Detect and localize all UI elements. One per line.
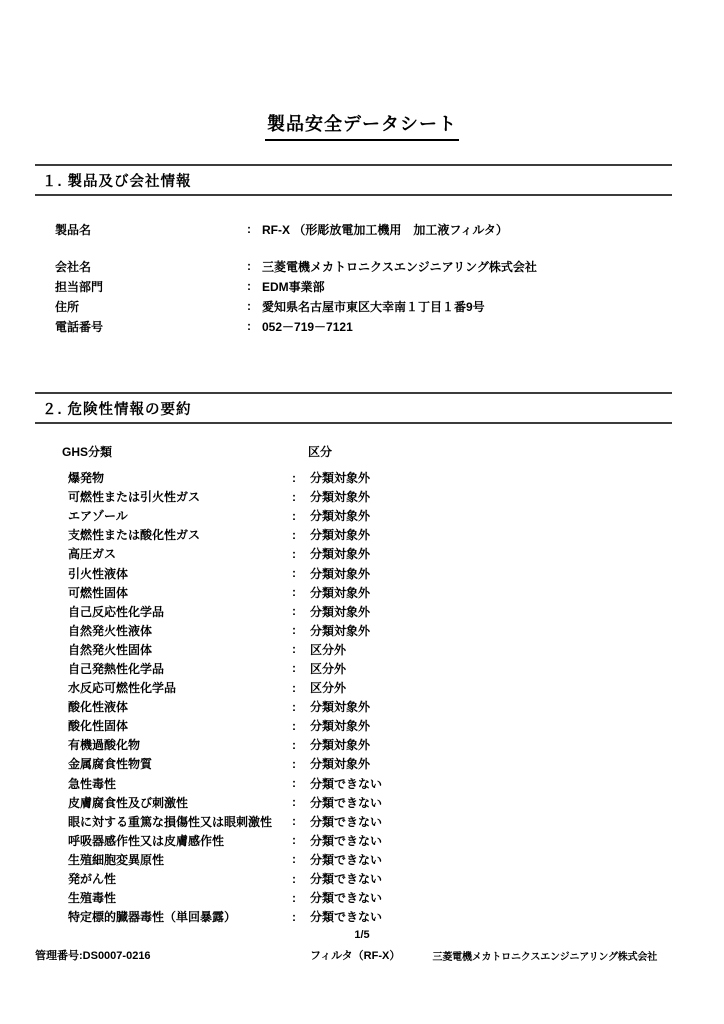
ghs-row-colon: : xyxy=(292,489,296,504)
ghs-table-row xyxy=(68,659,382,678)
ghs-row-label: 引火性液体 xyxy=(68,566,129,581)
ghs-row-label: 酸化性液体 xyxy=(68,700,129,715)
ghs-table-row xyxy=(68,506,382,525)
ghs-row-label: 水反応可燃性化学品 xyxy=(68,681,177,696)
ghs-row-colon: : xyxy=(292,756,296,771)
ghs-row-colon: : xyxy=(292,833,296,848)
ghs-row-label: 特定標的臓器毒性（単回暴露） xyxy=(68,910,237,925)
ghs-row-label: 生殖細胞変異原性 xyxy=(68,852,165,867)
ghs-row-colon: : xyxy=(292,604,296,619)
ghs-row-value: 分類対象外 xyxy=(310,528,371,543)
ghs-table-row xyxy=(68,640,382,659)
ghs-row-value: 分類対象外 xyxy=(310,490,371,505)
ghs-table-row xyxy=(68,850,382,869)
ghs-row-label: 自然発火性固体 xyxy=(68,642,153,657)
ghs-table-row xyxy=(68,831,382,850)
ghs-row-colon: : xyxy=(292,661,296,676)
ghs-classification-column-header: GHS分類 xyxy=(62,445,113,459)
section-1-heading-bar xyxy=(35,164,672,196)
info-row-colon: : xyxy=(247,299,251,313)
ghs-row-label: 爆発物 xyxy=(68,471,105,486)
footer-product-name: フィルタ（RF-X） xyxy=(310,950,401,962)
ghs-row-value: 分類できない xyxy=(310,776,383,791)
info-row-label: 会社名 xyxy=(55,259,92,274)
ghs-table-row xyxy=(68,621,382,640)
product-info-rows xyxy=(55,219,508,239)
ghs-table-row xyxy=(68,754,382,773)
info-row xyxy=(55,219,508,239)
ghs-row-value: 分類できない xyxy=(310,910,383,925)
ghs-row-value: 分類対象外 xyxy=(310,623,371,638)
ghs-row-value: 分類できない xyxy=(310,891,383,906)
ghs-table-row xyxy=(68,716,382,735)
ghs-row-value: 区分外 xyxy=(310,681,347,696)
footer-company-name: 三菱電機メカトロニクスエンジニアリング株式会社 xyxy=(432,952,657,963)
ghs-row-value: 区分外 xyxy=(310,642,347,657)
ghs-table-row xyxy=(68,583,382,602)
info-row-label: 電話番号 xyxy=(55,319,104,334)
ghs-row-value: 分類対象外 xyxy=(310,509,371,524)
ghs-row-label: 可燃性固体 xyxy=(68,585,129,600)
page-title: 製品安全データシート xyxy=(265,110,459,141)
ghs-row-value: 区分外 xyxy=(310,661,347,676)
ghs-row-colon: : xyxy=(292,680,296,695)
ghs-row-label: 自己発熱性化学品 xyxy=(68,661,165,676)
ghs-row-value: 分類対象外 xyxy=(310,700,371,715)
ghs-row-label: 自己反応性化学品 xyxy=(68,604,165,619)
ghs-row-value: 分類対象外 xyxy=(310,604,371,619)
ghs-row-colon: : xyxy=(292,871,296,886)
info-row-label: 製品名 xyxy=(55,222,92,237)
ghs-table-header xyxy=(62,442,332,461)
info-row xyxy=(55,276,537,296)
ghs-row-colon: : xyxy=(292,776,296,791)
ghs-row-value: 分類対象外 xyxy=(310,585,371,600)
ghs-table-row xyxy=(68,793,382,812)
info-row-value: 三菱電機メカトロニクスエンジニアリング株式会社 xyxy=(262,259,537,274)
ghs-table xyxy=(68,468,382,926)
ghs-row-value: 分類できない xyxy=(310,814,383,829)
ghs-row-colon: : xyxy=(292,814,296,829)
ghs-row-value: 分類対象外 xyxy=(310,547,371,562)
ghs-row-label: 自然発火性液体 xyxy=(68,623,153,638)
ghs-category-column-header: 区分 xyxy=(308,445,333,459)
info-row-value: EDM事業部 xyxy=(262,279,325,294)
ghs-table-row xyxy=(68,869,382,888)
ghs-row-label: エアゾール xyxy=(68,509,128,524)
ghs-table-row xyxy=(68,697,382,716)
ghs-row-value: 分類できない xyxy=(310,852,383,867)
info-row-value: 愛知県名古屋市東区大幸南１丁目１番9号 xyxy=(262,299,485,314)
ghs-row-colon: : xyxy=(292,508,296,523)
info-row-label: 担当部門 xyxy=(55,279,104,294)
company-info-rows xyxy=(55,256,537,336)
ghs-row-value: 分類対象外 xyxy=(310,471,371,486)
ghs-row-label: 発がん性 xyxy=(68,872,117,887)
info-row xyxy=(55,316,537,336)
ghs-row-colon: : xyxy=(292,470,296,485)
ghs-row-label: 支燃性または酸化性ガス xyxy=(68,528,201,543)
ghs-table-row xyxy=(68,602,382,621)
ghs-row-colon: : xyxy=(292,566,296,581)
ghs-row-value: 分類できない xyxy=(310,833,383,848)
ghs-table-row xyxy=(68,544,382,563)
ghs-row-label: 高圧ガス xyxy=(68,547,117,562)
info-row-colon: : xyxy=(247,279,251,293)
info-row-label: 住所 xyxy=(55,299,80,314)
ghs-row-colon: : xyxy=(292,585,296,600)
ghs-table-row xyxy=(68,812,382,831)
info-row-value: 052－719－7121 xyxy=(262,319,353,334)
ghs-row-label: 有機過酸化物 xyxy=(68,738,141,753)
section-2-heading-bar xyxy=(35,392,672,424)
ghs-row-value: 分類できない xyxy=(310,795,383,810)
info-row-colon: : xyxy=(247,319,251,333)
ghs-row-label: 呼吸器感作性又は皮膚感作性 xyxy=(68,833,225,848)
ghs-row-label: 生殖毒性 xyxy=(68,891,117,906)
ghs-row-label: 金属腐食性物質 xyxy=(68,757,153,772)
title-container xyxy=(0,110,724,141)
ghs-row-label: 可燃性または引火性ガス xyxy=(68,490,201,505)
info-row-colon: : xyxy=(247,259,251,273)
ghs-row-colon: : xyxy=(292,795,296,810)
ghs-table-row xyxy=(68,774,382,793)
ghs-row-label: 皮膚腐食性及び刺激性 xyxy=(68,795,189,810)
info-row xyxy=(55,256,537,276)
ghs-row-colon: : xyxy=(292,642,296,657)
ghs-row-colon: : xyxy=(292,527,296,542)
ghs-row-colon: : xyxy=(292,718,296,733)
ghs-table-row xyxy=(68,525,382,544)
ghs-table-row xyxy=(68,563,382,582)
info-row-value: RF-X （形彫放電加工機用 加工液フィルタ） xyxy=(262,222,508,237)
page-footer xyxy=(0,946,724,962)
ghs-row-label: 眼に対する重篤な損傷性又は眼刺激性 xyxy=(68,814,273,829)
ghs-row-colon: : xyxy=(292,852,296,867)
ghs-row-value: 分類対象外 xyxy=(310,719,371,734)
ghs-table-row xyxy=(68,735,382,754)
ghs-row-colon: : xyxy=(292,546,296,561)
ghs-row-colon: : xyxy=(292,909,296,924)
ghs-table-row xyxy=(68,487,382,506)
ghs-row-value: 分類できない xyxy=(310,872,383,887)
ghs-row-value: 分類対象外 xyxy=(310,738,371,753)
ghs-row-value: 分類対象外 xyxy=(310,757,371,772)
ghs-row-colon: : xyxy=(292,890,296,905)
page-number: 1/5 xyxy=(354,929,370,941)
info-row-colon: : xyxy=(247,222,251,236)
ghs-table-row xyxy=(68,678,382,697)
ghs-row-value: 分類対象外 xyxy=(310,566,371,581)
ghs-table-row xyxy=(68,907,382,926)
ghs-row-label: 酸化性固体 xyxy=(68,719,129,734)
ghs-table-row xyxy=(68,468,382,487)
ghs-row-colon: : xyxy=(292,699,296,714)
section-2-heading: ２. 危険性情報の要約 xyxy=(42,401,192,418)
footer-control-number: 管理番号:DS0007-0216 xyxy=(35,950,151,962)
section-1-heading: １. 製品及び会社情報 xyxy=(42,173,192,190)
info-row xyxy=(55,296,537,316)
ghs-row-colon: : xyxy=(292,623,296,638)
ghs-table-row xyxy=(68,888,382,907)
ghs-row-label: 急性毒性 xyxy=(68,776,117,791)
ghs-row-colon: : xyxy=(292,737,296,752)
